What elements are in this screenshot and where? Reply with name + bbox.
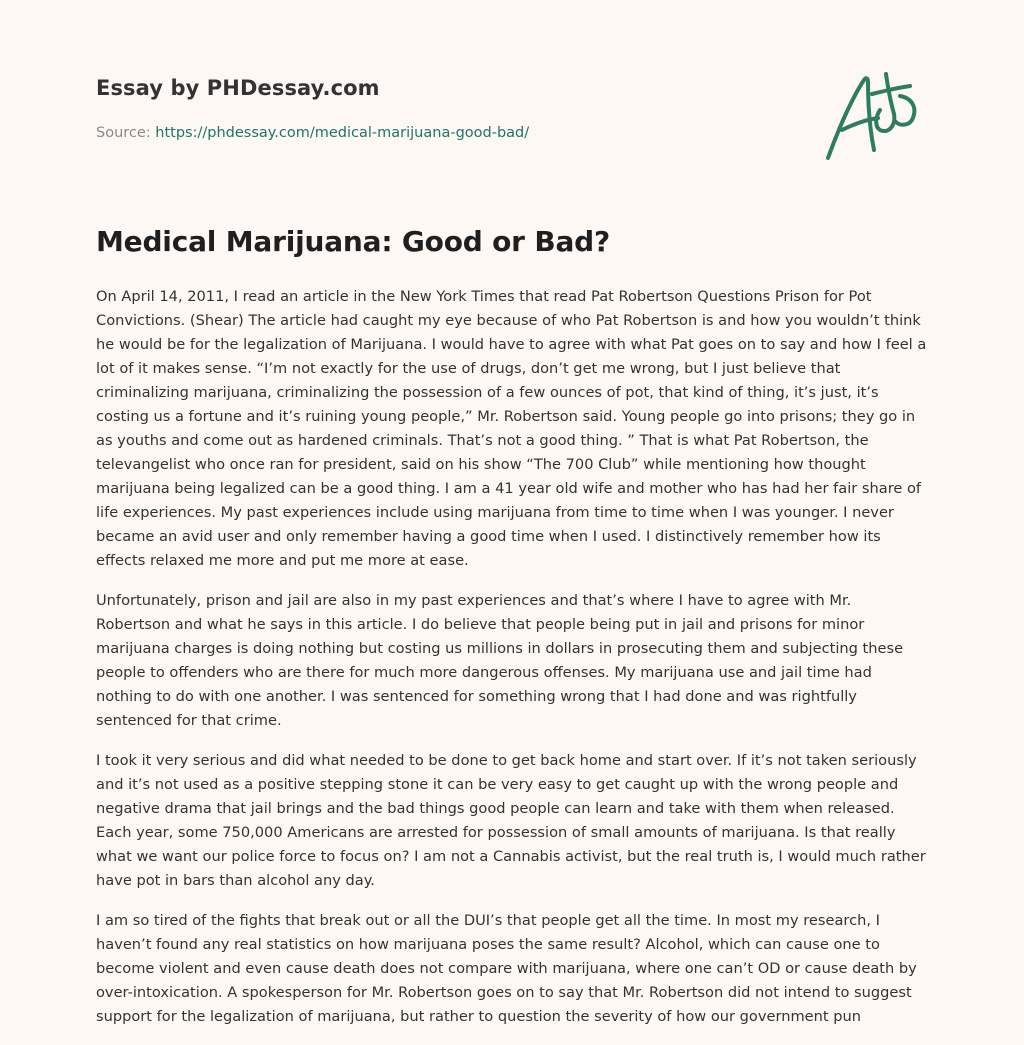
- a-plus-grade-icon: [824, 70, 924, 162]
- essay-body: [96, 285, 928, 1045]
- source-line: [96, 125, 529, 141]
- source-label: Source:: [96, 125, 151, 141]
- essay-paragraph: Unfortunately, prison and jail are also in my past experiences and that’s where I have to agree with Mr. Robertson and what he says in this article. I do believe that people being put in jail and prisons for minor marijuana charges is doing nothing but costing us millions in dollars in prosecuting them and subjecting these people to offenders who are there for much more dangerous offenses. My marijuana use and jail time had nothing to do with one another. I was sentenced for something wrong that I had done and was rightfully sentenced for that crime.: [96, 592, 904, 729]
- essay-paragraph: I am so tired of the fights that break out or all the DUI’s that people get all the time. In most my research, I haven’t found any real statistics on how marijuana poses the same result? Alcohol, which can cause one to become violent and even cause death does not compare with marijuana, where one can’t OD or cause death by over-intoxication. A spokesperson for Mr. Robertson goes on to say that Mr. Robertson did not intend to suggest support for the legalization of marijuana, but rather to question the severity of how our government pun: [96, 912, 917, 1025]
- brand-title: Essay by PHDessay.com: [96, 76, 380, 100]
- essay-title: Medical Marijuana: Good or Bad?: [96, 225, 611, 258]
- source-link[interactable]: https://phdessay.com/medical-marijuana-good-bad/: [155, 125, 530, 141]
- essay-paragraph: I took it very serious and did what needed to be done to get back home and start over. If it’s not taken seriously and it’s not used as a positive stepping stone it can be very easy to get caught up with the wrong people and negative drama that jail brings and the bad things good people can learn and take with them when released. Each year, some 750,000 Americans are arrested for possession of small amounts of marijuana. Is that really what we want our police force to focus on? I am not a Cannabis activist, but the real truth is, I would much rather have pot in bars than alcohol any day.: [96, 752, 926, 889]
- essay-paragraph: On April 14, 2011, I read an article in the New York Times that read Pat Robertson Questions Prison for Pot Convictions. (Shear) The article had caught my eye because of who Pat Robertson is and how you wouldn’t think he would be for the legalization of Marijuana. I would have to agree with what Pat goes on to say and how I feel a lot of it makes sense. “I’m not exactly for the use of drugs, don’t get me wrong, but I just believe that criminalizing marijuana, criminalizing the possession of a few ounces of pot, that kind of thing, it’s just, it’s costing us a fortune and it’s ruining young people,” Mr. Robertson said. Young people go into prisons; they go in as youths and come out as hardened criminals. That’s not a good thing. ” That is what Pat Robertson, the televangelist who once ran for president, said on his show “The 700 Club” while mentioning how thought marijuana being legalized can be a good thing. I am a 41 year old wife and mother who has had her fair share of life experiences. My past experiences include using marijuana from time to time when I was younger. I never became an avid user and only remember having a good time when I used. I distinctively remember how its effects relaxed me more and put me more at ease.: [96, 288, 927, 569]
